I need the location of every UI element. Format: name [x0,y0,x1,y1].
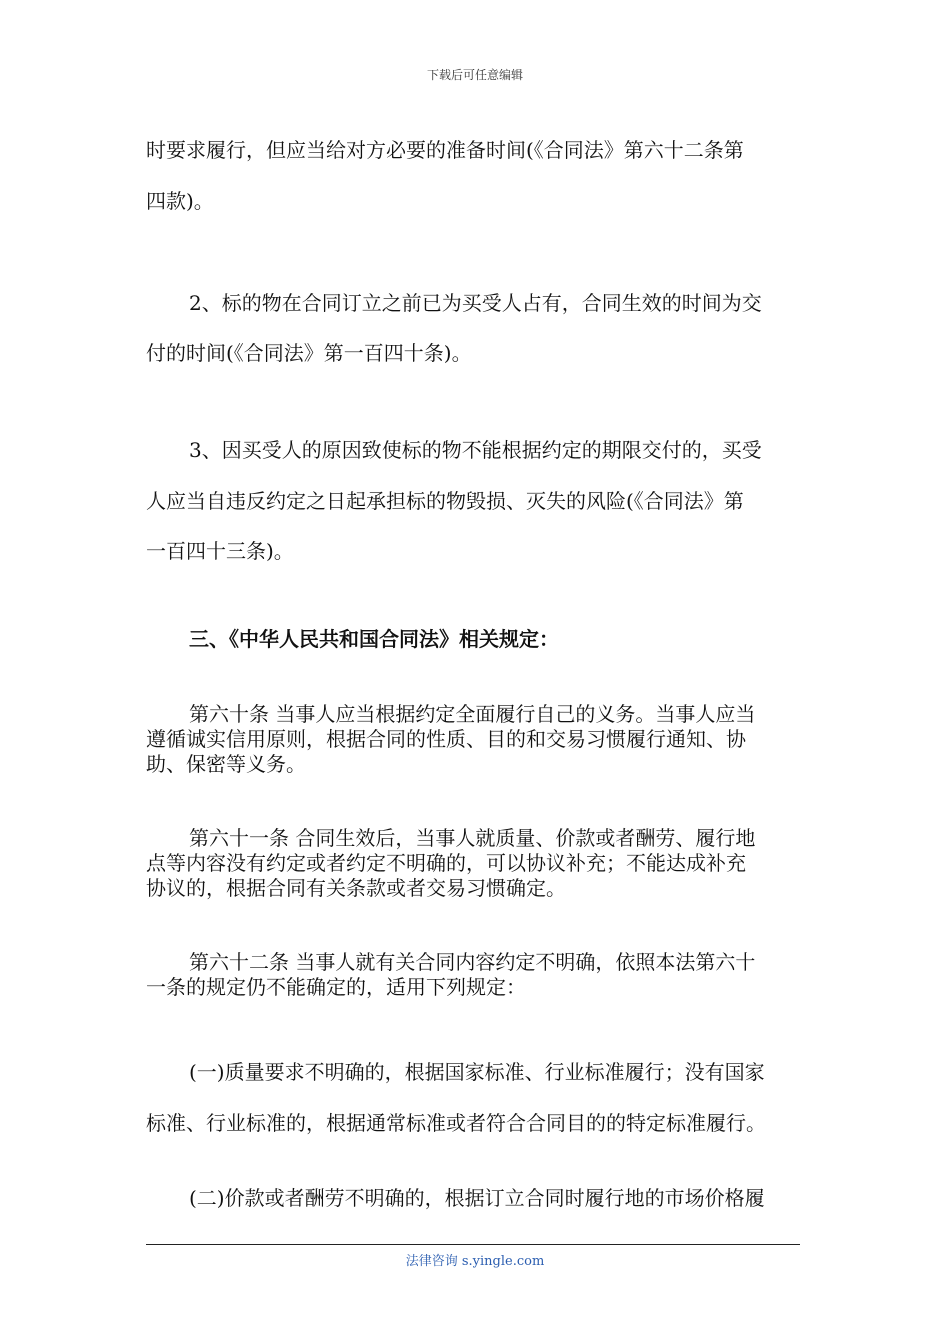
body-line: 2、标的物在合同订立之前已为买受人占有，合同生效的时间为交 [189,291,762,315]
body-line: 点等内容没有约定或者约定不明确的，可以协议补充；不能达成补充 [146,851,746,875]
body-line: 标准、行业标准的，根据通常标准或者符合合同目的的特定标准履行。 [146,1111,766,1135]
body-line: 第六十二条 当事人就有关合同内容约定不明确，依照本法第六十 [189,950,756,974]
body-line: 付的时间(《合同法》第一百四十条)。 [146,341,472,365]
body-line: 人应当自违反约定之日起承担标的物毁损、灭失的风险(《合同法》第 [146,489,744,513]
body-line: 第六十一条 合同生效后，当事人就质量、价款或者酬劳、履行地 [189,826,756,850]
body-line: 第六十条 当事人应当根据约定全面履行自己的义务。当事人应当 [189,702,756,726]
body-line: 3、因买受人的原因致使标的物不能根据约定的期限交付的，买受 [189,438,762,462]
section-heading: 三、《中华人民共和国合同法》相关规定： [189,627,559,651]
body-line: 时要求履行，但应当给对方必要的准备时间(《合同法》第六十二条第 [146,138,744,162]
footer-divider [146,1244,800,1245]
body-line: 遵循诚实信用原则，根据合同的性质、目的和交易习惯履行通知、协 [146,727,746,751]
footer-link[interactable]: 法律咨询 s.yingle.com [405,1254,545,1269]
body-line: (二)价款或者酬劳不明确的，根据订立合同时履行地的市场价格履 [189,1186,765,1210]
body-line: 协议的，根据合同有关条款或者交易习惯确定。 [146,876,566,900]
body-line: 一百四十三条)。 [146,539,294,563]
page-header: 下载后可任意编辑 [426,68,523,82]
body-line: 一条的规定仍不能确定的，适用下列规定： [146,975,526,999]
body-line: (一)质量要求不明确的，根据国家标准、行业标准履行；没有国家 [189,1060,765,1084]
body-line: 四款)。 [146,189,214,213]
body-line: 助、保密等义务。 [146,752,306,776]
